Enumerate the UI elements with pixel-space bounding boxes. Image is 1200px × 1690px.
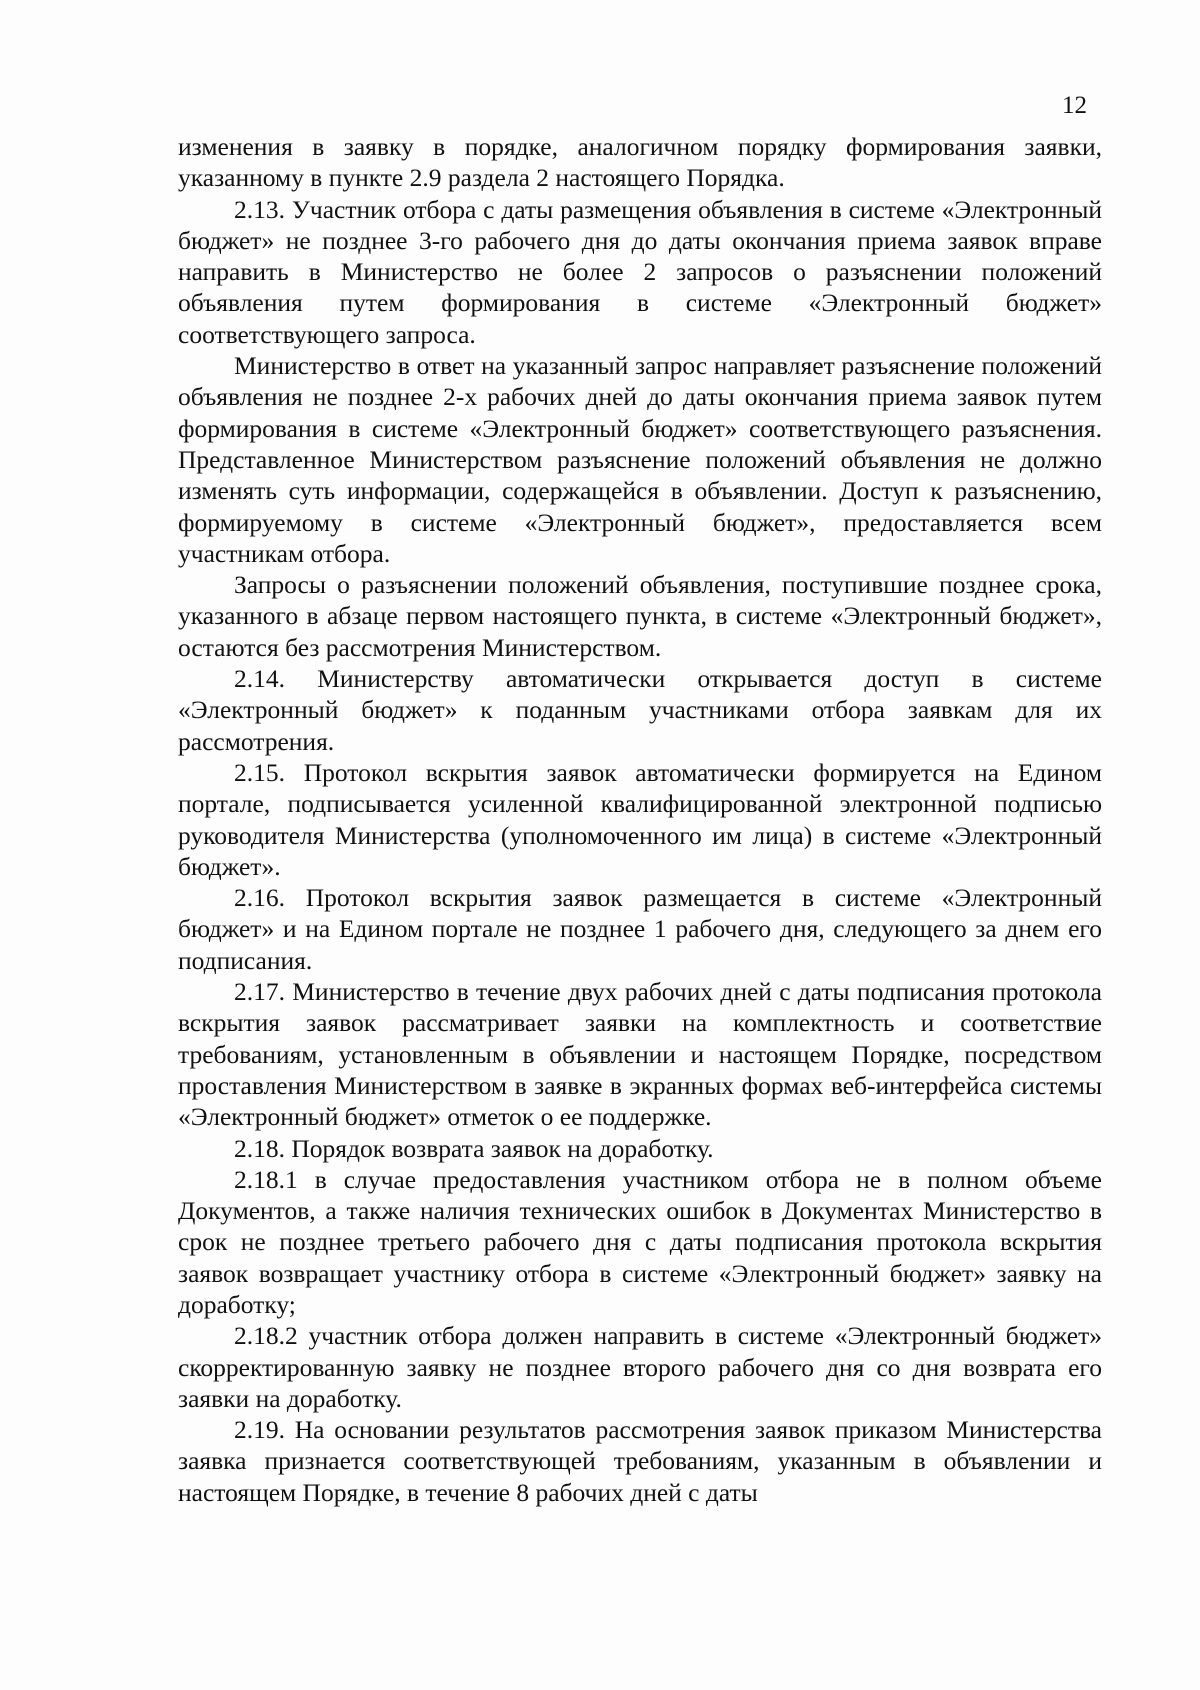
paragraph-2-16: 2.16. Протокол вскрытия заявок размещается в системе «Электронный бюджет» и на Едином портале не позднее 1 рабочего дня, следующего за днем его подписания.	[178, 883, 1102, 975]
paragraph-2-15: 2.15. Протокол вскрытия заявок автоматически формируется на Едином портале, подписывается усиленной квалифицированной электронной подписью руководителя Министерства (уполномоченного им лица) в системе «Электронный бюджет».	[178, 757, 1102, 881]
paragraph-2-13-late-requests: Запросы о разъяснении положений объявления, поступившие позднее срока, указанного в абзаце первом настоящего пункта, в системе «Электронный бюджет», остаются без рассмотрения Министерством.	[178, 570, 1102, 662]
paragraph-2-13-response: Министерство в ответ на указанный запрос направляет разъяснение положений объявления не позднее 2-х рабочих дней до даты окончания приема заявок путем формирования в системе «Электронный бюджет» соответствующего разъяснения. Представленное Министерством разъяснение положений объявления не должно изменять суть информации, содержащейся в объявлении. Доступ к разъяснению, формируемому в системе «Электронный бюджет», предоставляется всем участникам отбора.	[178, 351, 1102, 568]
paragraph-2-18: 2.18. Порядок возврата заявок на доработку.	[234, 1133, 714, 1163]
paragraph-2-18-2: 2.18.2 участник отбора должен направить в системе «Электронный бюджет» скорректированную заявку не позднее второго рабочего дня со дня возврата его заявки на доработку.	[178, 1321, 1102, 1413]
page-number: 12	[1062, 92, 1087, 119]
paragraph-2-13: 2.13. Участник отбора с даты размещения объявления в системе «Электронный бюджет» не позднее 3-го рабочего дня до даты окончания приема заявок вправе направить в Министерство не более 2 запросов о разъяснении положений объявления путем формирования в системе «Электронный бюджет» соответствующего запроса.	[178, 194, 1102, 349]
paragraph-continuation: изменения в заявку в порядке, аналогичном порядку формирования заявки, указанному в пункте 2.9 раздела 2 настоящего Порядка.	[178, 132, 1102, 193]
paragraph-2-14: 2.14. Министерству автоматически открывается доступ в системе «Электронный бюджет» к поданным участниками отбора заявкам для их рассмотрения.	[178, 664, 1102, 756]
paragraph-2-18-1: 2.18.1 в случае предоставления участником отбора не в полном объеме Документов, а также наличия технических ошибок в Документах Министерство в срок не позднее третьего рабочего дня с даты подписания протокола вскрытия заявок возвращает участнику отбора в системе «Электронный бюджет» заявку на доработку;	[178, 1164, 1102, 1319]
paragraph-2-17: 2.17. Министерство в течение двух рабочих дней с даты подписания протокола вскрытия заявок рассматривает заявки на комплектность и соответствие требованиям, установленным в объявлении и настоящем Порядке, посредством проставления Министерством в заявке в экранных формах веб-интерфейса системы «Электронный бюджет» отметок о ее поддержке.	[178, 977, 1102, 1132]
document-body	[178, 131, 1102, 1508]
paragraph-2-19: 2.19. На основании результатов рассмотрения заявок приказом Министерства заявка признается соответствующей требованиям, указанным в объявлении и настоящем Порядке, в течение 8 рабочих дней с даты	[178, 1415, 1102, 1507]
